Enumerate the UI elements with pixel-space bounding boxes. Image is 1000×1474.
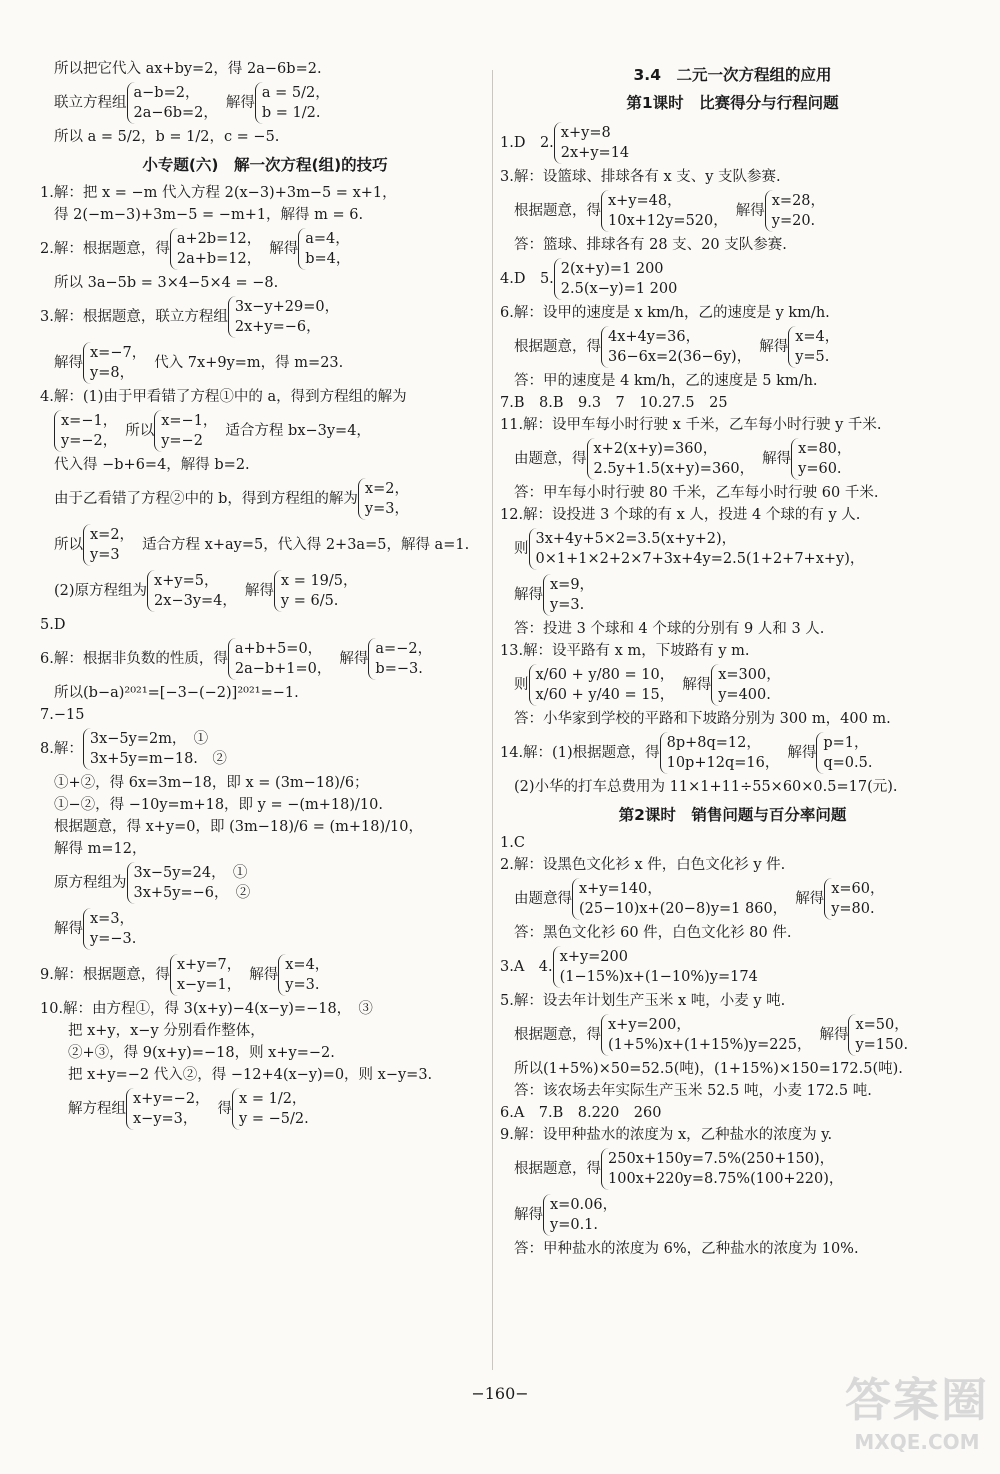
- page-number: −160−: [471, 1384, 529, 1403]
- inline-text: 代入 7x+9y=m，得 m=23.: [154, 355, 344, 371]
- inline-text: 由于乙看错了方程②中的 b，得到方程组的解为: [54, 491, 358, 507]
- equation-line: [40, 408, 490, 454]
- equation-system: [529, 528, 873, 570]
- text-line: 10.解：由方程①，得 3(x+y)−4(x−y)=−18， ③: [40, 1001, 373, 1017]
- equation-system: [127, 862, 259, 904]
- inline-text: 联立方程组: [54, 95, 127, 111]
- equation: y=60.: [798, 461, 842, 477]
- equation-line: [500, 1192, 965, 1238]
- text-line: 把 x+y=−2 代入②，得 −12+4(x−y)=0，则 x−y=3.: [68, 1067, 433, 1083]
- equation: x/60 + y/80 = 10，: [535, 667, 675, 683]
- equation: x=−7，: [90, 345, 147, 361]
- equation-system: [83, 908, 144, 950]
- inline-text: 根据题意，得: [514, 1027, 601, 1043]
- equation: x=60，: [831, 881, 885, 897]
- inline-text: 8.解：: [40, 741, 83, 757]
- text-line: 根据题意，得 x+y=0，即 (3m−18)/6 = (m+18)/10，: [54, 819, 423, 835]
- equation-system: [83, 342, 154, 384]
- equation-system: [274, 570, 366, 612]
- equation: y=3.: [550, 597, 585, 613]
- equation: 8p+8q=12，: [666, 735, 761, 751]
- equation-system: [554, 122, 637, 164]
- text-line: 9.解：设甲种盐水的浓度为 x，乙种盐水的浓度为 y.: [500, 1127, 833, 1143]
- equation: x+y=7，: [176, 957, 242, 973]
- equation: 2a+b=12，: [176, 251, 262, 267]
- equation: x+y=−2，: [133, 1091, 210, 1107]
- equation: p=1，: [823, 735, 869, 751]
- inline-text: 解得: [682, 677, 712, 693]
- equation: 2.5y+1.5(x+y)=360，: [593, 461, 755, 477]
- inline-text: 3.解：根据题意，联立方程组: [40, 309, 228, 325]
- equation: x+y=200: [559, 949, 628, 965]
- equation-line: [40, 80, 490, 126]
- equation: y=80.: [831, 901, 875, 917]
- equation: x = 1/2，: [239, 1091, 307, 1107]
- text-line: 答：投进 3 个球和 4 个球的分别有 9 人和 3 人.: [514, 621, 825, 637]
- equation-line: [40, 568, 490, 614]
- text-line: 解得 m=12，: [54, 841, 147, 857]
- inline-text: 解得: [514, 1207, 543, 1223]
- text-line: 3.解：设篮球、排球各有 x 支、y 支队参赛.: [500, 169, 781, 185]
- equation: a=4，: [305, 231, 350, 247]
- text-line: (2)小华的打车总费用为 11×1+11÷55×60×0.5=17(元).: [514, 779, 898, 795]
- equation-line: [500, 436, 965, 482]
- equation: y=5.: [795, 349, 830, 365]
- text-line: 所以 3a−5b = 3×4−5×4 = −8.: [54, 275, 279, 291]
- equation-line: [40, 226, 490, 272]
- equation: y=20.: [771, 213, 816, 229]
- text-line: 答：甲车每小时行驶 80 千米，乙车每小时行驶 60 千米.: [514, 485, 879, 501]
- text-line: 2.解：设黑色文化衫 x 件，白色文化衫 y 件.: [500, 857, 786, 873]
- text-line: 答：甲种盐水的浓度为 6%，乙种盐水的浓度为 10%.: [514, 1241, 859, 1257]
- equation: 3x+5y=−6， ②: [133, 885, 251, 901]
- inline-text: 根据题意，得: [514, 1161, 601, 1177]
- watermark-main: 答案圈: [845, 1373, 989, 1427]
- equation-system: [83, 728, 235, 770]
- text-line: 答：黑色文化衫 60 件，白色文化衫 80 件.: [514, 925, 792, 941]
- equation-system: [543, 574, 602, 616]
- inline-text: 根据题意，得: [514, 339, 601, 355]
- inline-text: 9.解：根据题意，得: [40, 967, 170, 983]
- equation-system: [660, 732, 788, 774]
- equation-line: [40, 726, 490, 772]
- equation: (1+5%)x+(1+15%)y=225，: [608, 1037, 812, 1053]
- equation: a = 5/2，: [261, 85, 330, 101]
- equation-line: [40, 906, 490, 952]
- inline-text: 解得: [244, 583, 274, 599]
- equation: a−b=2，: [133, 85, 200, 101]
- equation: 250x+150y=7.5%(250+150)，: [608, 1151, 835, 1167]
- inline-text: 解得: [249, 967, 279, 983]
- inline-text: 6.解：根据非负数的性质，得: [40, 651, 228, 667]
- text-line: 11.解：设甲车每小时行驶 x 千米，乙车每小时行驶 y 千米.: [500, 417, 882, 433]
- equation-system: [601, 190, 736, 232]
- equation-system: [601, 1148, 851, 1190]
- inline-text: 解得: [762, 451, 792, 467]
- equation: 2.5(x−y)=1 200: [560, 281, 678, 297]
- text-line: 6.A 7.B 8.220 260: [500, 1105, 662, 1121]
- equation: x+2(x+y)=360，: [593, 441, 718, 457]
- equation-line: [40, 522, 490, 568]
- inline-text: 4.D 5.: [500, 271, 554, 287]
- equation: x=−1，: [61, 413, 118, 429]
- inline-text: 适合方程 x+ay=5，代入得 2+3a=5，解得 a=1.: [142, 537, 470, 553]
- equation-line: [500, 188, 965, 234]
- equation-system: [147, 570, 245, 612]
- equation: 3x+5y=m−18. ②: [89, 751, 227, 767]
- equation-system: [554, 258, 686, 300]
- equation-system: [765, 190, 833, 232]
- equation: 0×1+1×2+2×7+3x+4y=2.5(1+2+7+x+y)，: [535, 551, 865, 567]
- text-line: 把 x+y，x−y 分别看作整体，: [68, 1023, 265, 1039]
- text-line: 5.解：设去年计划生产玉米 x 吨，小麦 y 吨.: [500, 993, 786, 1009]
- equation: x=−1，: [161, 413, 218, 429]
- equation-system: [553, 946, 766, 988]
- equation: 2x+y=14: [560, 145, 630, 161]
- inline-text: 解得: [54, 355, 83, 371]
- text-line: 1.解：把 x = −m 代入方程 2(x−3)+3m−5 = x+1，: [40, 185, 397, 201]
- inline-text: 解得: [225, 95, 255, 111]
- equation-line: [40, 860, 490, 906]
- equation-line: [500, 526, 965, 572]
- equation: 2x+y=−6，: [234, 319, 321, 335]
- text-line: 6.解：设甲的速度是 x km/h，乙的速度是 y km/h.: [500, 305, 830, 321]
- equation-system: [788, 326, 847, 368]
- text-line: 得 2(−m−3)+3m−5 = −m+1，解得 m = 6.: [54, 207, 364, 223]
- equation-system: [791, 438, 859, 480]
- equation-system: [848, 1014, 916, 1056]
- equation-system: [83, 524, 142, 566]
- equation-line: [40, 636, 490, 682]
- equation: 36−6x=2(36−6y)，: [608, 349, 752, 365]
- equation: x=300，: [718, 667, 781, 683]
- equation: 100x+220y=8.75%(100+220)，: [608, 1171, 844, 1187]
- inline-text: 由题意，得: [514, 451, 587, 467]
- equation-system: [358, 478, 417, 520]
- equation-system: [278, 954, 337, 996]
- inline-text: 所以: [125, 423, 155, 439]
- equation: y=3: [90, 547, 120, 563]
- inline-text: 解得: [514, 587, 543, 603]
- equation: a+2b=12，: [176, 231, 262, 247]
- inline-text: 则: [514, 541, 529, 557]
- equation: x=2，: [90, 527, 135, 543]
- equation-line: [40, 294, 490, 340]
- right-column: [500, 58, 965, 1260]
- equation-system: [228, 638, 340, 680]
- inline-text: 解得: [54, 921, 83, 937]
- equation-line: [500, 120, 965, 166]
- equation: x=28，: [771, 193, 826, 209]
- equation-line: [500, 572, 965, 618]
- equation-line: [40, 1086, 490, 1132]
- equation: b=4，: [305, 251, 351, 267]
- equation: (25−10)x+(20−8)y=1 860，: [579, 901, 788, 917]
- inline-text: 解得: [819, 1027, 849, 1043]
- section-heading: 3.4 二元一次方程组的应用: [633, 66, 832, 84]
- equation-line: [40, 476, 490, 522]
- equation: (1−15%)x+(1−10%)y=174: [559, 969, 758, 985]
- inline-text: 由题意得: [514, 891, 572, 907]
- text-line: 所以(1+5%)×50=52.5(吨)，(1+15%)×150=172.5(吨).: [514, 1061, 903, 1077]
- equation: x/60 + y/40 = 15，: [535, 687, 675, 703]
- equation-system: [228, 296, 347, 338]
- text-line: 7.−15: [40, 707, 85, 723]
- equation: x+y=200，: [608, 1017, 691, 1033]
- inline-text: 解得: [759, 339, 789, 355]
- equation: a=−2，: [375, 641, 433, 657]
- inline-text: 得: [217, 1101, 233, 1117]
- equation: y=400.: [718, 687, 771, 703]
- equation: x+y=140，: [579, 881, 662, 897]
- equation: 3x−5y=2m， ①: [89, 731, 209, 747]
- equation: a+b+5=0，: [234, 641, 323, 657]
- equation: x=2，: [364, 481, 409, 497]
- equation-line: [500, 944, 965, 990]
- section-heading: 第2课时 销售问题与百分率问题: [618, 806, 847, 824]
- equation: x−y=1，: [176, 977, 242, 993]
- equation: 2a−6b=2，: [133, 105, 218, 121]
- equation: x+y=48，: [608, 193, 682, 209]
- text-line: 所以把它代入 ax+by=2，得 2a−6b=2.: [54, 61, 322, 77]
- text-line: ②+③，得 9(x+y)=−18，则 x+y=−2.: [68, 1045, 335, 1061]
- inline-text: 解得: [735, 203, 765, 219]
- equation-line: [500, 662, 965, 708]
- equation-line: [40, 340, 490, 386]
- equation-system: [255, 82, 338, 124]
- equation-system: [170, 954, 249, 996]
- equation: x=4，: [285, 957, 330, 973]
- text-line: 12.解：设投进 3 个球的有 x 人，投进 4 个球的有 y 人.: [500, 507, 861, 523]
- equation: 2a−b+1=0，: [234, 661, 332, 677]
- equation: y=−2: [161, 433, 203, 449]
- equation: 3x−y+29=0，: [234, 299, 340, 315]
- equation-line: [500, 876, 965, 922]
- text-line: 4.解：(1)由于甲看错了方程①中的 a，得到方程组的解为: [40, 389, 407, 405]
- text-line: 答：篮球、排球各有 28 支、20 支队参赛.: [514, 237, 787, 253]
- inline-text: 解得: [269, 241, 299, 257]
- text-line: 5.D: [40, 617, 66, 633]
- equation: x+y=8: [560, 125, 611, 141]
- section-heading: 第1课时 比赛得分与行程问题: [626, 94, 839, 112]
- equation: x = 19/5，: [280, 573, 358, 589]
- inline-text: (2)原方程组为: [54, 583, 148, 599]
- equation-system: [572, 878, 795, 920]
- equation-system: [824, 878, 892, 920]
- equation: 3x+4y+5×2=3.5(x+y+2)，: [535, 531, 737, 547]
- equation-line: [500, 324, 965, 370]
- equation: x=0.06，: [550, 1197, 618, 1213]
- text-line: 所以 a = 5/2，b = 1/2，c = −5.: [54, 129, 280, 145]
- equation: 3x−5y=24， ①: [133, 865, 248, 881]
- inline-text: 适合方程 bx−3y=4，: [225, 423, 371, 439]
- left-column: [40, 58, 490, 1132]
- inline-text: 解得: [795, 891, 825, 907]
- equation-system: [711, 664, 789, 706]
- equation-system: [368, 638, 440, 680]
- equation: 10p+12q=16，: [666, 755, 780, 771]
- equation-system: [127, 82, 226, 124]
- equation-system: [298, 228, 358, 270]
- text-line: ①+②，得 6x=3m−18，即 x = (3m−18)/6；: [54, 775, 369, 791]
- inline-text: 14.解：(1)根据题意，得: [500, 745, 660, 761]
- equation: y=−2，: [61, 433, 118, 449]
- equation: 2x−3y=4，: [154, 593, 237, 609]
- text-line: 所以(b−a)²⁰²¹=[−3−(−2)]²⁰²¹=−1.: [54, 685, 299, 701]
- inline-text: 1.D 2.: [500, 135, 554, 151]
- equation: b = 1/2.: [261, 105, 321, 121]
- equation-system: [170, 228, 269, 270]
- equation: 4x+4y=36，: [608, 329, 701, 345]
- column-divider: [492, 70, 493, 1370]
- inline-text: 解得: [787, 745, 817, 761]
- inline-text: 解得: [339, 651, 369, 667]
- equation-system: [816, 732, 880, 774]
- equation-system: [601, 326, 759, 368]
- equation: 2(x+y)=1 200: [560, 261, 664, 277]
- section-heading: 小专题(六) 解一次方程(组)的技巧: [142, 156, 388, 174]
- equation: x=50，: [855, 1017, 909, 1033]
- equation-system: [126, 1088, 218, 1130]
- text-line: 1.C: [500, 835, 525, 851]
- equation-system: [232, 1088, 317, 1130]
- inline-text: 2.解：根据题意，得: [40, 241, 170, 257]
- equation-system: [543, 1194, 625, 1236]
- equation-system: [54, 410, 125, 452]
- equation: x=80，: [798, 441, 852, 457]
- equation: y=150.: [855, 1037, 909, 1053]
- equation: x=3，: [90, 911, 135, 927]
- equation: y=8，: [90, 365, 135, 381]
- equation-system: [529, 664, 683, 706]
- inline-text: 3.A 4.: [500, 959, 553, 975]
- inline-text: 解方程组: [68, 1101, 126, 1117]
- equation: y=3.: [285, 977, 320, 993]
- equation: x+y=5，: [154, 573, 219, 589]
- text-line: 答：小华家到学校的平路和下坡路分别为 300 m，400 m.: [514, 711, 891, 727]
- text-line: 答：该农场去年实际生产玉米 52.5 吨，小麦 172.5 吨.: [514, 1083, 872, 1099]
- inline-text: 根据题意，得: [514, 203, 601, 219]
- equation-line: [500, 1012, 965, 1058]
- equation: x−y=3，: [133, 1111, 198, 1127]
- equation: 10x+12y=520，: [608, 213, 728, 229]
- equation-line: [500, 1146, 965, 1192]
- equation: x=9，: [550, 577, 595, 593]
- text-line: 答：甲的速度是 4 km/h，乙的速度是 5 km/h.: [514, 373, 818, 389]
- equation: y=0.1.: [550, 1217, 599, 1233]
- equation: y = −5/2.: [239, 1111, 309, 1127]
- equation-line: [500, 730, 965, 776]
- inline-text: 原方程组为: [54, 875, 127, 891]
- text-line: 7.B 8.B 9.3 7 10.27.5 25: [500, 395, 728, 411]
- watermark-sub: MXQE.COM: [854, 1430, 980, 1454]
- equation-system: [154, 410, 225, 452]
- text-line: 代入得 −b+6=4，解得 b=2.: [54, 457, 250, 473]
- text-line: 13.解：设平路有 x m，下坡路有 y m.: [500, 643, 750, 659]
- equation-line: [40, 952, 490, 998]
- equation: y = 6/5.: [280, 593, 339, 609]
- inline-text: 则: [514, 677, 529, 693]
- equation-system: [601, 1014, 819, 1056]
- text-line: ①−②，得 −10y=m+18，即 y = −(m+18)/10.: [54, 797, 383, 813]
- watermark-logo: [842, 1370, 992, 1466]
- inline-text: 所以: [54, 537, 83, 553]
- equation-system: [587, 438, 763, 480]
- equation: x=4，: [795, 329, 840, 345]
- equation-line: [500, 256, 965, 302]
- equation: y=−3.: [90, 931, 137, 947]
- equation: b=−3.: [375, 661, 423, 677]
- equation: q=0.5.: [823, 755, 873, 771]
- equation: y=3，: [364, 501, 409, 517]
